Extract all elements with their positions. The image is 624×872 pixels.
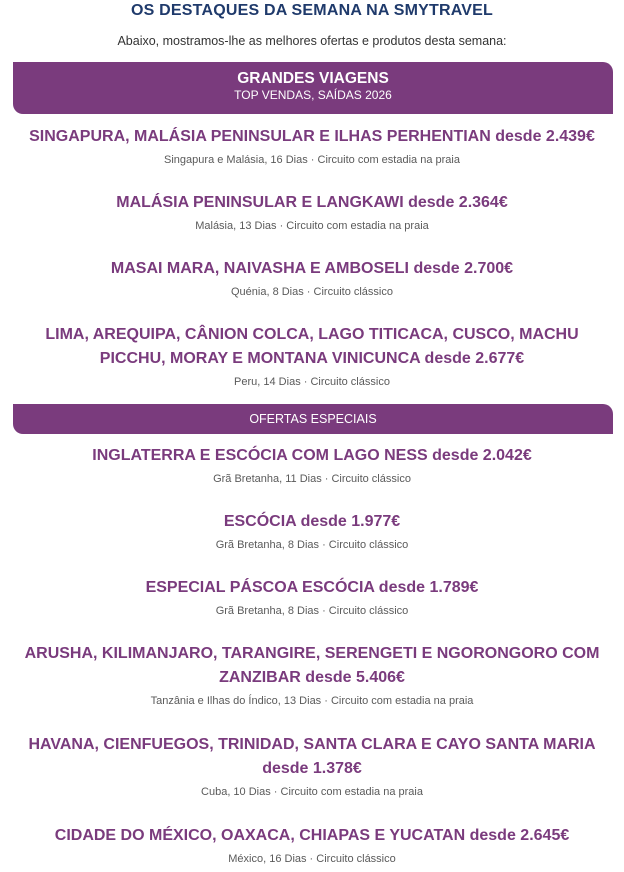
offer-details: Peru, 14 Dias · Circuito clássico [234,376,390,388]
section-subtitle: TOP VENDAS, SAÍDAS 2026 [234,88,392,102]
offer-title-link[interactable]: ARUSHA, KILIMANJARO, TARANGIRE, SERENGETI E NGORONGORO COM ZANZIBAR desde 5.406€ [24,645,600,686]
offer-title-link[interactable]: MALÁSIA PENINSULAR E LANGKAWI desde 2.364€ [116,194,508,211]
offer-item[interactable] [12,257,612,300]
offer-title-link[interactable]: ESPECIAL PÁSCOA ESCÓCIA desde 1.789€ [145,579,479,596]
offer-item[interactable] [12,642,612,709]
offer-item[interactable] [12,510,612,553]
offer-item[interactable] [12,191,612,234]
section-banner-grandes-viagens [13,62,613,114]
offer-item[interactable] [12,824,612,867]
offer-title-link[interactable]: SINGAPURA, MALÁSIA PENINSULAR E ILHAS PERHENTIAN desde 2.439€ [29,128,595,145]
offer-details: México, 16 Dias · Circuito clássico [228,853,396,865]
offer-title-link[interactable]: ESCÓCIA desde 1.977€ [223,513,401,530]
intro-text: Abaixo, mostramos-lhe as melhores ofertas e produtos desta semana: [117,34,507,48]
offer-title-link[interactable]: HAVANA, CIENFUEGOS, TRINIDAD, SANTA CLARA E CAYO SANTA MARIA desde 1.378€ [28,736,596,777]
offer-item[interactable] [12,125,612,168]
offer-details: Singapura e Malásia, 16 Dias · Circuito com estadia na praia [164,154,460,166]
section-banner-ofertas-especiais [13,404,613,434]
offer-title-link[interactable]: CIDADE DO MÉXICO, OAXACA, CHIAPAS E YUCATAN desde 2.645€ [54,827,570,844]
offer-item[interactable] [12,444,612,487]
offer-details: Cuba, 10 Dias · Circuito com estadia na praia [201,786,423,798]
page-title: OS DESTAQUES DA SEMANA NA SMYTRAVEL [131,2,493,19]
offer-details: Grã Bretanha, 11 Dias · Circuito clássico [213,473,411,485]
offer-title-link[interactable]: LIMA, AREQUIPA, CÂNION COLCA, LAGO TITICACA, CUSCO, MACHU PICCHU, MORAY E MONTANA VINICUNCA desde 2.677€ [45,326,579,367]
offer-details: Grã Bretanha, 8 Dias · Circuito clássico [215,605,409,617]
offer-details: Grã Bretanha, 8 Dias · Circuito clássico [215,539,409,551]
offer-details: Quénia, 8 Dias · Circuito clássico [230,286,393,298]
offer-item[interactable] [12,733,612,800]
offer-title-link[interactable]: INGLATERRA E ESCÓCIA COM LAGO NESS desde 2.042€ [92,447,532,464]
offer-item[interactable] [12,576,612,619]
section-title: OFERTAS ESPECIAIS [249,412,377,426]
offer-details: Tanzânia e Ilhas do Índico, 13 Dias · Circuito com estadia na praia [150,695,474,707]
offer-title-link[interactable]: MASAI MARA, NAIVASHA E AMBOSELI desde 2.700€ [110,260,514,277]
offer-details: Malásia, 13 Dias · Circuito com estadia na praia [195,220,429,232]
section-title: GRANDES VIAGENS [237,70,389,87]
offer-item[interactable] [12,323,612,390]
